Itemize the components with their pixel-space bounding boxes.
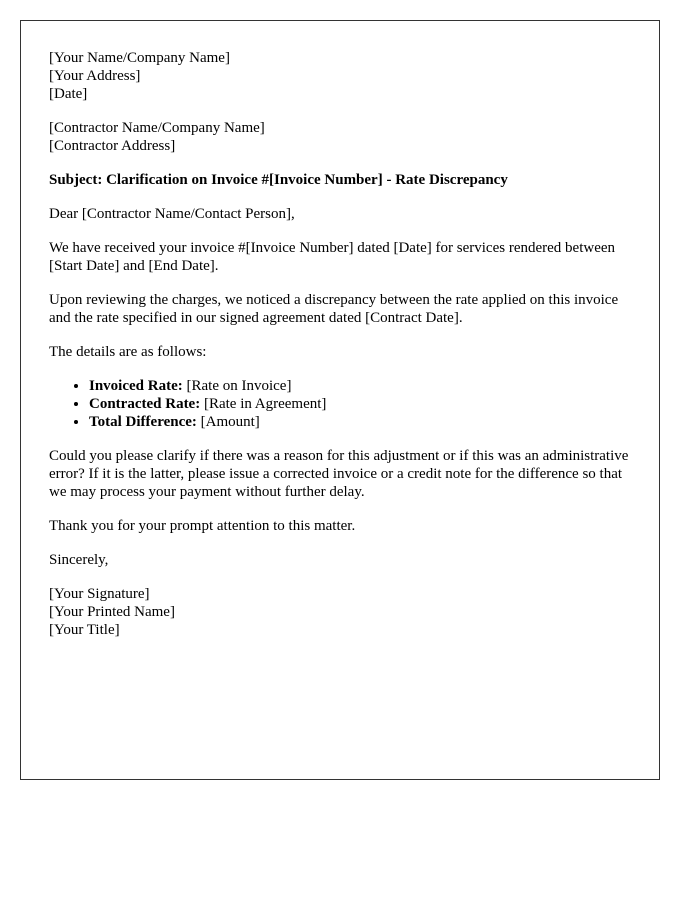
total-difference-label: Total Difference: xyxy=(89,414,197,430)
paragraph-details-intro: The details are as follows: xyxy=(49,344,207,360)
paragraph-invoice-received: We have received your invoice #[Invoice Number] dated [Date] for services rendered between [Start Date] and [End Date]. xyxy=(49,240,616,274)
paragraph-discrepancy: Upon reviewing the charges, we noticed a discrepancy between the rate applied on this invoice and the rate specified in our signed agreement dated [Contract Date]. xyxy=(49,292,619,326)
signer-title: [Your Title] xyxy=(49,622,120,638)
paragraph-clarification-request: Could you please clarify if there was a reason for this adjustment or if this was an administrative error? If it is the latter, please issue a corrected invoice or a credit note for the difference so that we may process your payment without further delay. xyxy=(49,448,629,500)
recipient-address: [Contractor Address] xyxy=(49,138,176,154)
recipient-name: [Contractor Name/Company Name] xyxy=(49,120,265,136)
contracted-rate-value: [Rate in Agreement] xyxy=(200,396,327,412)
sender-name: [Your Name/Company Name] xyxy=(49,50,230,66)
paragraph-thanks: Thank you for your prompt attention to this matter. xyxy=(49,518,356,534)
list-item xyxy=(89,413,631,431)
printed-name: [Your Printed Name] xyxy=(49,604,175,620)
signature: [Your Signature] xyxy=(49,586,150,602)
contracted-rate-label: Contracted Rate: xyxy=(89,396,201,412)
letter-page xyxy=(20,20,660,780)
sender-address: [Your Address] xyxy=(49,68,141,84)
sender-block xyxy=(49,49,631,103)
invoiced-rate-value: [Rate on Invoice] xyxy=(182,378,292,394)
subject-line: Subject: Clarification on Invoice #[Invoice Number] - Rate Discrepancy xyxy=(49,172,508,188)
list-item xyxy=(89,395,631,413)
letter-date: [Date] xyxy=(49,86,88,102)
closing: Sincerely, xyxy=(49,552,109,568)
total-difference-value: [Amount] xyxy=(196,414,260,430)
details-list xyxy=(49,377,631,431)
recipient-block xyxy=(49,119,631,155)
signature-block xyxy=(49,585,631,639)
salutation: Dear [Contractor Name/Contact Person], xyxy=(49,206,295,222)
list-item xyxy=(89,377,631,395)
invoiced-rate-label: Invoiced Rate: xyxy=(89,378,183,394)
